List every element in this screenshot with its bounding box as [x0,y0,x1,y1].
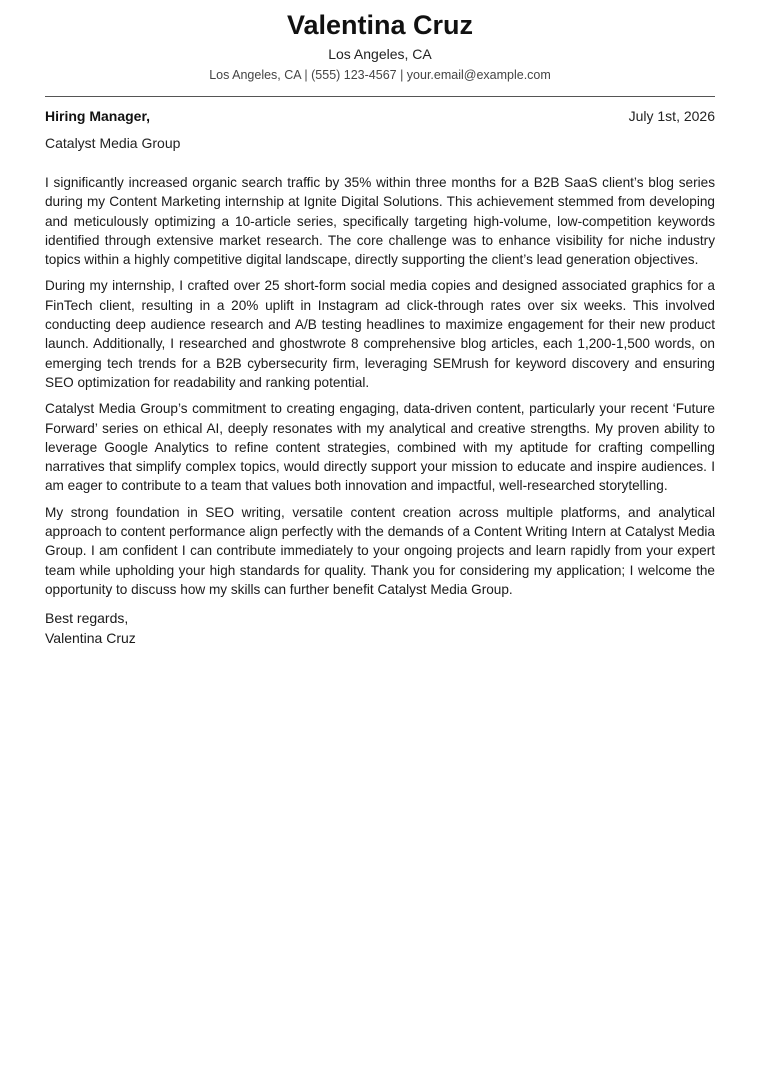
letter-date: July 1st, 2026 [628,108,715,124]
contact-info: Los Angeles, CA | (555) 123-4567 | your.email@example.com [209,68,551,82]
applicant-name: Valentina Cruz [286,10,474,40]
letter-closing [45,609,715,648]
applicant-location: Los Angeles, CA [328,46,432,62]
closing-phrase: Best regards, [45,610,129,627]
signature-name: Valentina Cruz [45,629,136,646]
body-paragraph-3: Catalyst Media Group’s commitment to creating engaging, data-driven content, particularly your recent ‘Future Forward’ series on ethical AI, deeply resonates with my analytical and creative strengths. My proven ability to leverage Google Analytics to refine content strategies, combined with my aptitude for crafting compelling narratives that simplify complex topics, would directly support your mission to educate and inspire audiences. I am eager to contribute to a team that values both innovation and impactful, well-researched storytelling. [45,401,715,494]
letter-header [45,0,715,84]
letter-body [45,173,715,599]
recipient-salutation: Hiring Manager, [45,108,151,124]
body-paragraph-2: During my internship, I crafted over 25 short-form social media copies and designed associated graphics for a FinTech client, resulting in a 20% uplift in Instagram ad click-through rates over six weeks. This involved conducting deep audience research and A/B testing headlines to maximize engagement for their new product launch. Additionally, I researched and ghostwrote 8 comprehensive blog articles, each 1,200-1,500 words, on emerging tech trends for a B2B cybersecurity firm, leveraging SEMrush for keyword discovery and ensuring SEO optimization for readability and ranking potential. [45,278,715,390]
body-paragraph-1: I significantly increased organic search traffic by 35% within three months for a B2B SaaS client’s blog series during my Content Marketing internship at Ignite Digital Solutions. This achievement stemmed from developing and meticulously optimizing a 10-article series, specifically targeting high-volume, low-competition keywords identified through extensive market research. The core challenge was to enhance visibility for niche industry topics within a highly competitive digital landscape, directly supporting the client’s lead generation objectives. [45,175,715,268]
recipient-company: Catalyst Media Group [45,135,181,151]
body-paragraph-4: My strong foundation in SEO writing, versatile content creation across multiple platforms, and analytical approach to content performance align perfectly with the demands of a Content Writing Intern at Catalyst Media Group. I am confident I can contribute immediately to your ongoing projects and learn rapidly from your expert team while upholding your high standards for quality. Thank you for considering my application; I welcome the opportunity to discuss how my skills can further benefit Catalyst Media Group. [45,504,715,597]
recipient-date-row [45,106,715,126]
header-divider [45,96,715,97]
